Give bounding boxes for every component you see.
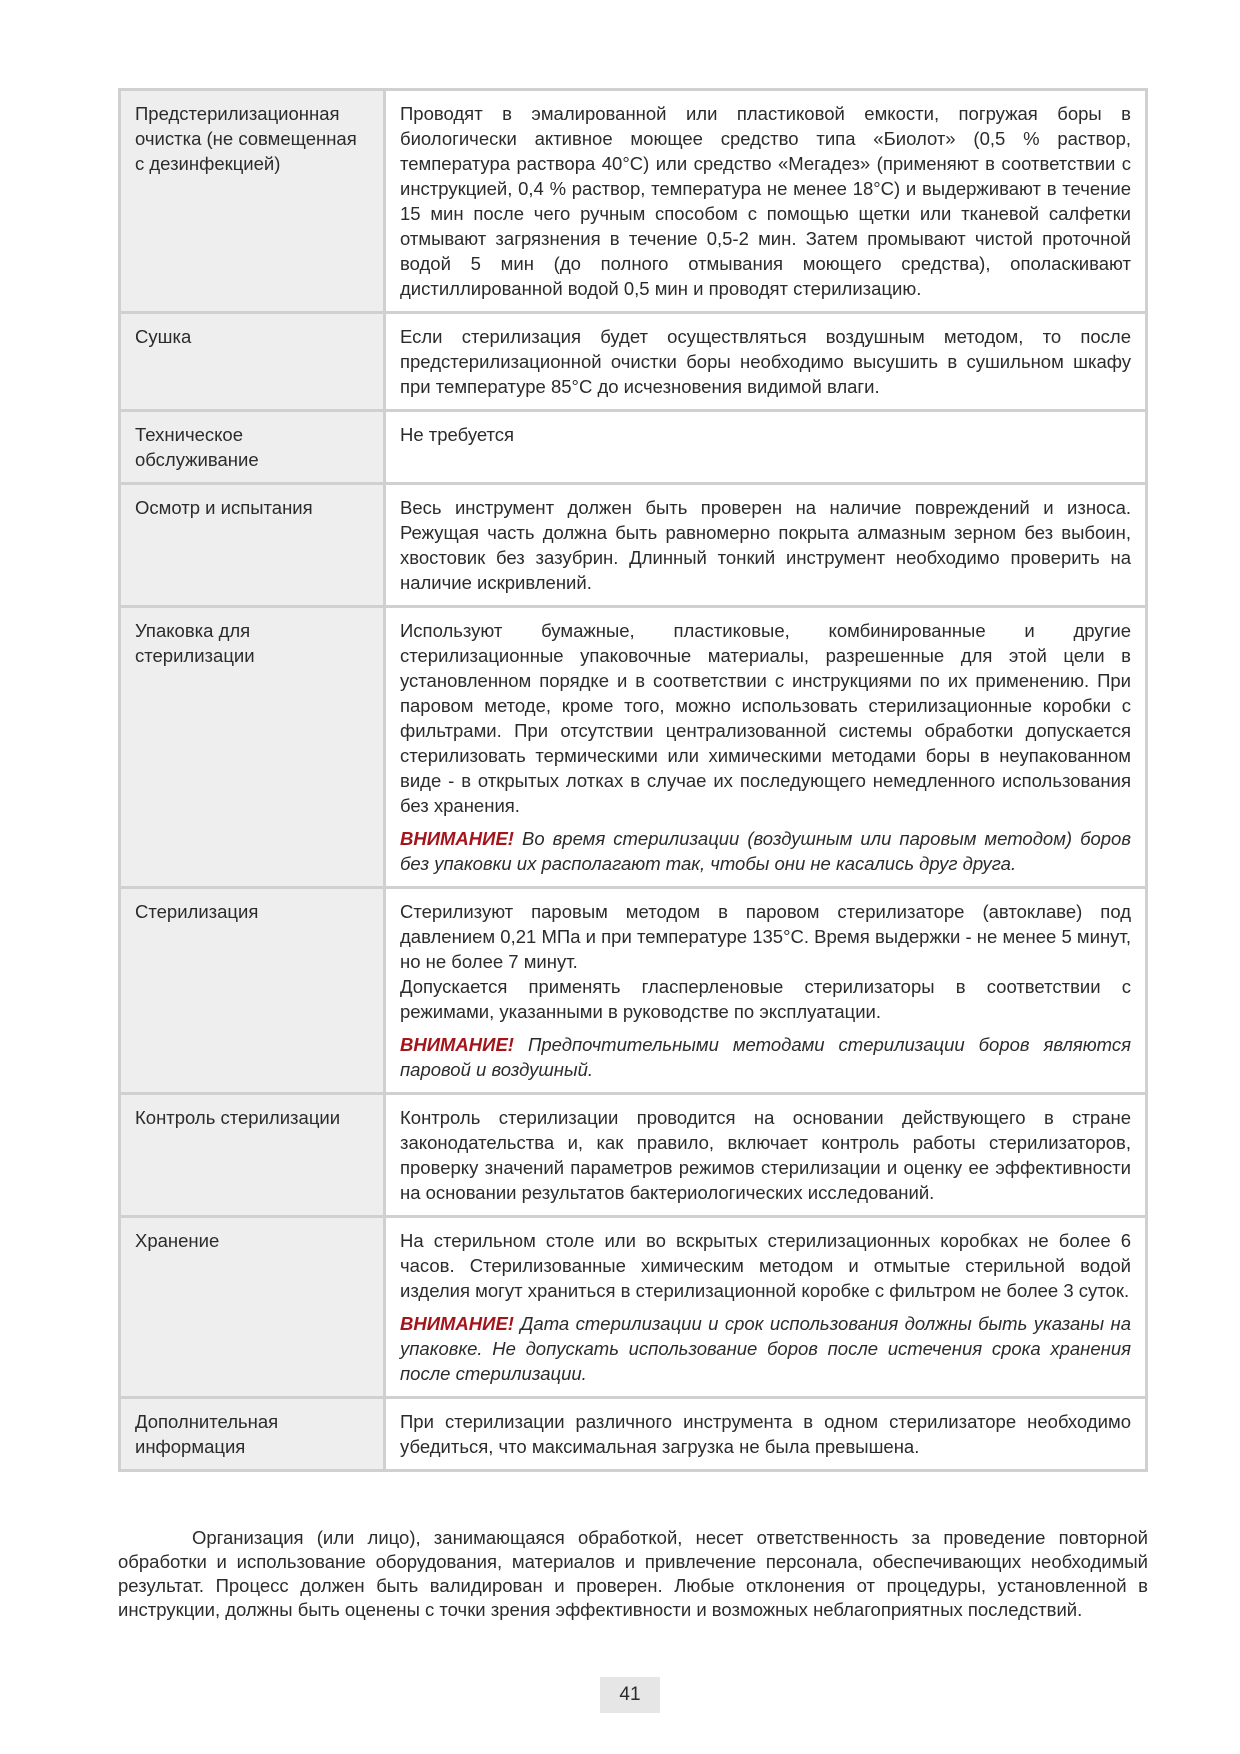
row-text: Не требуется [400,424,515,445]
warning-label: ВНИМАНИЕ! [400,1313,514,1334]
warning-label: ВНИМАНИЕ! [400,1034,514,1055]
table-row [120,90,1147,313]
warning-text: Дата стерилизации и срок использования должны быть указаны на упаковке. Не допускать использование боров после истечения срока хранения после стерилизации. [400,1313,1131,1384]
row-text: Контроль стерилизации проводится на основании действующего в стране законодательства и, как правило, включает контроль работы стерилизаторов, проверку значений параметров режимов стерилизации и оценку ее эффективности на основании результатов бактериологических исследований. [400,1107,1131,1203]
procedure-table [118,88,1148,1472]
row-label: Осмотр и испытания [120,484,385,607]
table-row [120,411,1147,484]
warning-note [400,1032,1131,1082]
row-content [385,1398,1147,1471]
row-text-secondary: Допускается применять гласперленовые стерилизаторы в соответствии с режимами, указанными в руководстве по эксплуатации. [400,976,1131,1022]
table-row [120,888,1147,1094]
warning-text: Во время стерилизации (воздушным или паровым методом) боров без упаковки их располагают так, чтобы они не касались друг друга. [400,828,1131,874]
row-content [385,313,1147,411]
row-content [385,1217,1147,1398]
row-label: Контроль стерилизации [120,1094,385,1217]
table-row [120,1094,1147,1217]
page-number: 41 [600,1677,660,1713]
table-row [120,484,1147,607]
row-content [385,90,1147,313]
table-row [120,1398,1147,1471]
row-label: Упаковка для стерилизации [120,607,385,888]
row-label: Дополнительная информация [120,1398,385,1471]
row-content [385,411,1147,484]
warning-text: Предпочтительными методами стерилизации боров являются паровой и воздушный. [400,1034,1132,1080]
warning-note [400,1311,1131,1386]
warning-label: ВНИМАНИЕ! [400,828,514,849]
row-text: На стерильном столе или во вскрытых стерилизационных коробках не более 6 часов. Стерилизованные химическим методом и отмытые стерильной водой изделия могут храниться в стерилизационной коробке с фильтром не более 3 суток. [400,1230,1131,1301]
warning-note [400,826,1131,876]
procedure-table-container [118,88,1148,1472]
row-text: Если стерилизация будет осуществляться воздушным методом, то после предстерилизационной очистки боры необходимо высушить в сушильном шкафу при температуре 85°С до исчезновения видимой влаги. [400,326,1131,397]
responsibility-paragraph: Организация (или лицо), занимающаяся обработкой, несет ответственность за проведение повторной обработки и использование оборудования, материалов и привлечение персонала, обеспечивающих необходимый результат. Процесс должен быть валидирован и проверен. Любые отклонения от процедуры, установленной в инструкции, должны быть оценены с точки зрения эффективности и возможных неблагоприятных последствий. [118,1527,1148,1620]
row-text: Весь инструмент должен быть проверен на наличие повреждений и износа. Режущая часть должна быть равномерно покрыта алмазным зерном без выбоин, хвостовик без зазубрин. Длинный тонкий инструмент необходимо проверить на наличие искривлений. [400,497,1131,593]
row-text: При стерилизации различного инструмента в одном стерилизаторе необходимо убедиться, что максимальная загрузка не была превышена. [400,1411,1131,1457]
row-label: Техническое обслуживание [120,411,385,484]
table-row [120,607,1147,888]
table-row [120,1217,1147,1398]
row-label: Хранение [120,1217,385,1398]
row-content [385,888,1147,1094]
row-label: Предстерилизационная очистка (не совмещенная с дезинфекцией) [120,90,385,313]
row-text: Используют бумажные, пластиковые, комбинированные и другие стерилизационные упаковочные материалы, разрешенные для этой цели в установленном порядке и в соответствии с инструкциями по их применению. При паровом методе, кроме того, можно использовать стерилизационные коробки с фильтрами. При отсутствии централизованной системы обработки допускается стерилизовать термическими или химическими методами боры в неупакованном виде - в открытых лотках в случае их последующего немедленного использования без хранения. [400,620,1131,816]
row-content [385,607,1147,888]
row-content [385,484,1147,607]
row-label: Сушка [120,313,385,411]
row-label: Стерилизация [120,888,385,1094]
table-row [120,313,1147,411]
row-text: Стерилизуют паровым методом в паровом стерилизаторе (автоклаве) под давлением 0,21 МПа и при температуре 135°С. Время выдержки - не менее 5 минут, но не более 7 минут. [400,901,1131,972]
row-text: Проводят в эмалированной или пластиковой емкости, погружая боры в биологически активное моющее средство типа «Биолот» (0,5 % раствор, температура раствора 40°С) или средство «Мегадез» (применяют в соответствии с инструкцией, 0,4 % раствор, температура не менее 18°С) и выдерживают в течение 15 мин после чего ручным способом с помощью щетки или тканевой салфетки отмывают загрязнения в течение 0,5-2 мин. Затем промывают чистой проточной водой 5 мин (до полного отмывания моющего средства), ополаскивают дистиллированной водой 0,5 мин и проводят стерилизацию. [400,103,1131,299]
row-content [385,1094,1147,1217]
